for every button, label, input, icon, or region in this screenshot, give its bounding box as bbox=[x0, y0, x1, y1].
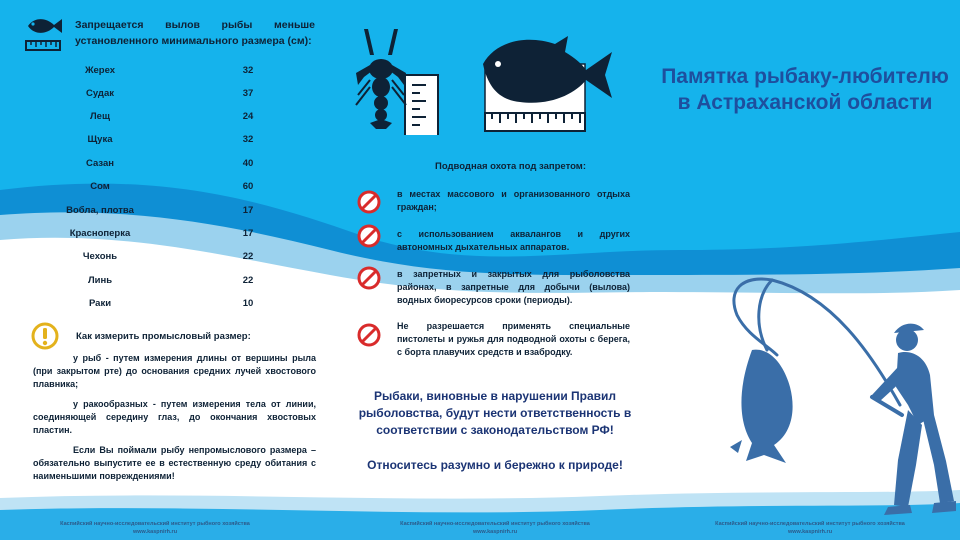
footer-left bbox=[25, 520, 285, 536]
nature-appeal: Относитесь разумно и бережно к природе! bbox=[367, 458, 623, 472]
fish-name: Красноперка bbox=[69, 228, 131, 239]
release-text: Если Вы поймали рыбу непромыслового размера – обязательно выпустите ее в естественную среду обитания с наименьшими повреждениями! bbox=[33, 445, 316, 481]
table-row bbox=[0, 134, 320, 150]
fish-name: Раки bbox=[88, 298, 112, 309]
min-size-header: Запрещается вылов рыбы меньше установленного минимального размера (см): bbox=[75, 19, 315, 47]
fish-size: 22 bbox=[242, 251, 254, 262]
footer-url[interactable]: www.kaspnirh.ru bbox=[132, 529, 178, 535]
footer-org: Каспийский научно-исследовательский институт рыбного хозяйства bbox=[60, 521, 250, 527]
footer-url[interactable]: www.kaspnirh.ru bbox=[787, 529, 833, 535]
fish-ruler-icon bbox=[22, 13, 66, 53]
fish-size: 24 bbox=[242, 111, 254, 122]
fish-size: 32 bbox=[242, 65, 254, 76]
prohibition-icon bbox=[356, 189, 382, 215]
table-row bbox=[0, 111, 320, 127]
measure-title: Как измерить промысловый размер: bbox=[76, 331, 251, 342]
fish-measure-icon bbox=[480, 30, 615, 135]
footer-middle bbox=[365, 520, 625, 536]
fish-size: 22 bbox=[242, 275, 254, 286]
ban-item: с использованием аквалангов и других автономных дыхательных аппаратов. bbox=[397, 229, 630, 252]
footer-right bbox=[680, 520, 940, 536]
fish-name: Вобла, плотва bbox=[66, 205, 134, 216]
fish-name: Судак bbox=[86, 88, 114, 99]
table-row bbox=[0, 181, 320, 197]
fish-name: Сом bbox=[90, 181, 110, 192]
fish-size: 60 bbox=[242, 181, 254, 192]
prohibition-icon bbox=[356, 265, 382, 291]
fish-size: 40 bbox=[242, 158, 254, 169]
ban-item: в запретных и закрытых для рыболовства районах, в запретные для добычи (вылова) водных биоресурсов сроки (периоды). bbox=[397, 269, 630, 305]
footer-org: Каспийский научно-исследовательский институт рыбного хозяйства bbox=[400, 521, 590, 527]
table-row bbox=[0, 158, 320, 174]
fish-size: 32 bbox=[242, 134, 254, 145]
spearfishing-title: Подводная охота под запретом: bbox=[435, 161, 586, 172]
fish-name: Лещ bbox=[90, 111, 110, 122]
fish-size: 37 bbox=[242, 88, 254, 99]
fish-name: Линь bbox=[87, 275, 113, 286]
measure-fish-text: у рыб - путем измерения длины от вершины рыла (при закрытом рте) до основания средних лучей хвостового плавника; bbox=[33, 353, 316, 389]
fish-size: 10 bbox=[242, 298, 254, 309]
fish-name: Щука bbox=[87, 134, 113, 145]
page-title: Памятка рыбаку-любителю в Астраханской области bbox=[661, 65, 949, 114]
fish-size: 17 bbox=[242, 228, 254, 239]
prohibition-icon bbox=[356, 223, 382, 249]
footer-org: Каспийский научно-исследовательский институт рыбного хозяйства bbox=[715, 521, 905, 527]
prohibition-icon bbox=[356, 322, 382, 348]
table-row bbox=[0, 65, 320, 81]
warning-icon bbox=[31, 321, 59, 351]
fisherman-illustration bbox=[712, 275, 957, 520]
ban-item: в местах массового и организованного отдыха граждан; bbox=[397, 189, 630, 212]
table-row bbox=[0, 275, 320, 291]
table-row bbox=[0, 298, 320, 314]
table-row bbox=[0, 88, 320, 104]
fish-size: 17 bbox=[242, 205, 254, 216]
table-row bbox=[0, 205, 320, 221]
fish-name: Сазан bbox=[86, 158, 114, 169]
ban-item: Не разрешается применять специальные пистолеты и ружья для подводной охоты с берега, с борта плавучих средств и взабродку. bbox=[397, 321, 630, 357]
footer-url[interactable]: www.kaspnirh.ru bbox=[472, 529, 518, 535]
fish-name: Чехонь bbox=[82, 251, 118, 262]
measure-crayfish-text: у ракообразных - путем измерения тела от линии, соединяющей середину глаз, до окончания хвостовых пластин. bbox=[33, 399, 316, 435]
crayfish-ruler-icon bbox=[350, 25, 442, 135]
table-row bbox=[0, 228, 320, 244]
table-row bbox=[0, 251, 320, 267]
fish-name: Жерех bbox=[84, 65, 116, 76]
responsibility-text: Рыбаки, виновные в нарушении Правил рыболовства, будут нести ответственность в соответствии с законодательством РФ! bbox=[358, 389, 632, 437]
